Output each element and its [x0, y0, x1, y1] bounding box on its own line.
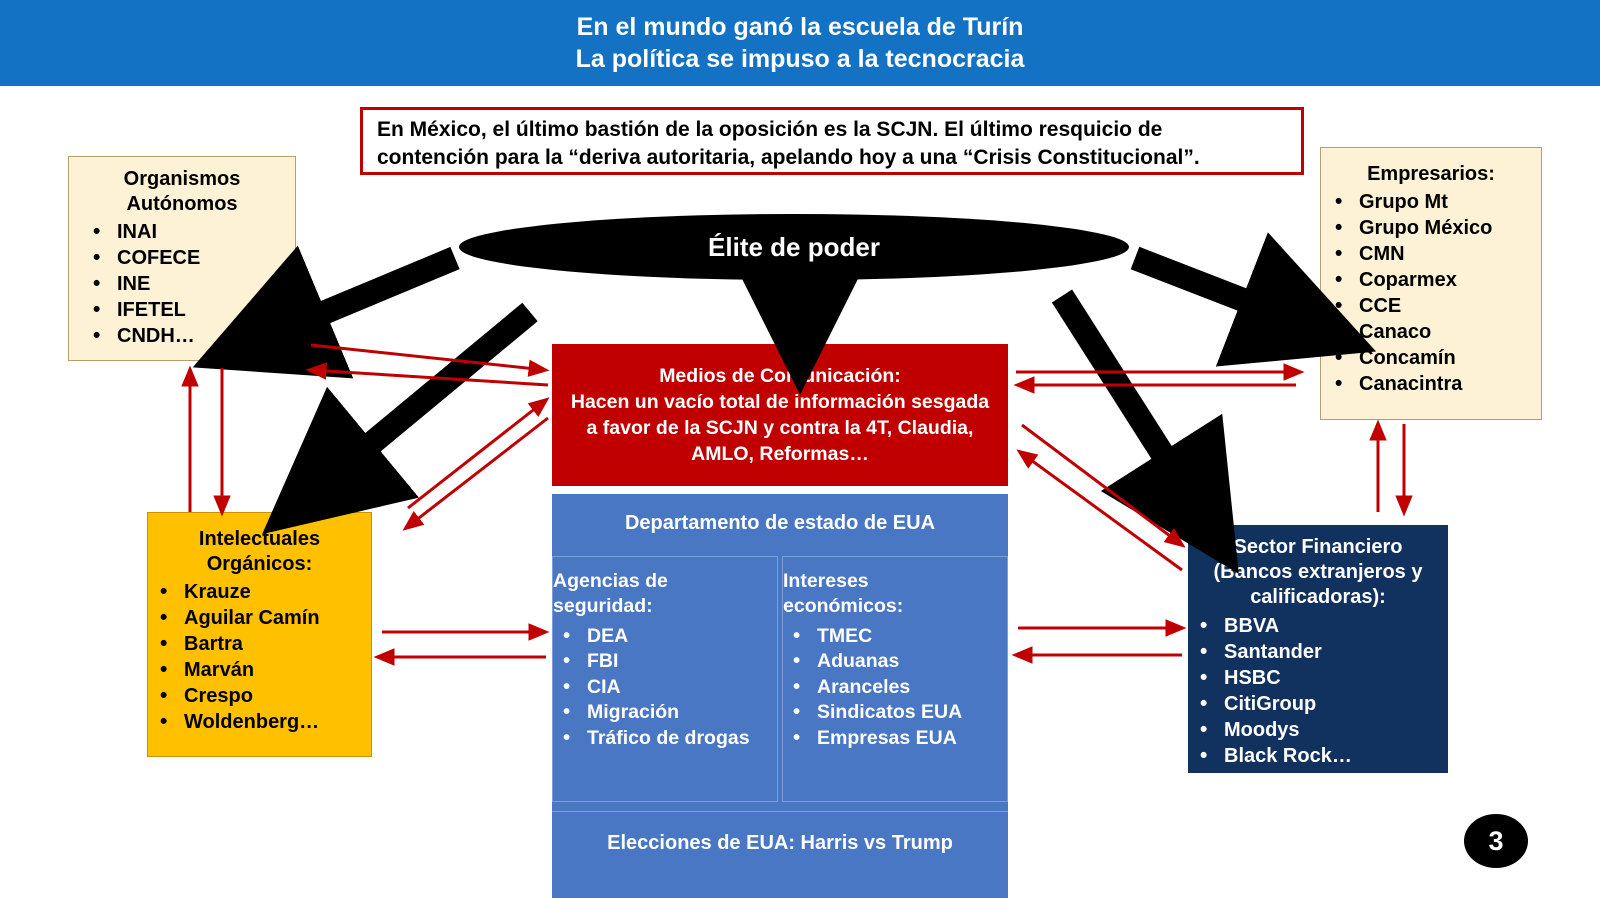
list-item: • CIA	[557, 675, 777, 700]
intereses-economicos-column	[782, 556, 1008, 802]
list-item: • IFETEL	[87, 297, 295, 323]
list-item: • TMEC	[787, 624, 1007, 649]
medios-line4: AMLO, Reformas…	[691, 443, 869, 466]
list-item: • Migración	[557, 700, 777, 725]
list-item: • Krauze	[154, 579, 371, 605]
list-item: • Black Rock…	[1194, 743, 1448, 769]
intelectuales-title-line2: Orgánicos:	[206, 553, 313, 576]
elite-de-poder-node	[459, 214, 1129, 280]
intelectuales-list	[148, 579, 371, 735]
intereses-list	[783, 624, 1007, 751]
context-note-box	[360, 107, 1304, 175]
financiero-title-line1: Sector Financiero	[1233, 536, 1403, 558]
header-title-line2: La política se impuso a la tecnocracia	[575, 45, 1025, 73]
list-item: • Concamín	[1329, 345, 1541, 371]
empresarios-title: Empresarios:	[1367, 163, 1495, 185]
list-item: • Moodys	[1194, 717, 1448, 743]
list-item: • INE	[87, 271, 295, 297]
organismos-list	[69, 219, 295, 349]
medios-line1: Medios de Comunicación:	[659, 364, 901, 387]
arrow-elite-to-intelectuales	[325, 312, 530, 482]
arrow-medios-to-financiero	[1022, 425, 1182, 545]
arrow-intelectuales-to-medios	[408, 400, 546, 508]
list-item: • BBVA	[1194, 613, 1448, 639]
slide-header-banner	[0, 0, 1600, 86]
sector-financiero-box	[1188, 525, 1448, 773]
departamento-estado-eua-panel	[552, 494, 1008, 898]
header-title-line1: En el mundo ganó la escuela de Turín	[576, 13, 1024, 41]
list-item: • Aduanas	[787, 649, 1007, 674]
arrow-financiero-to-medios	[1020, 452, 1182, 570]
list-item: • Marván	[154, 657, 371, 683]
list-item: • Canaco	[1329, 319, 1541, 345]
arrow-organismos-to-medios	[311, 345, 545, 370]
list-item: • Bartra	[154, 631, 371, 657]
arrow-medios-to-organismos	[310, 370, 548, 385]
list-item: • CNDH…	[87, 323, 295, 349]
elite-de-poder-label: Élite de poder	[708, 231, 880, 262]
intereses-title-line2: económicos:	[783, 594, 904, 617]
elecciones-eua-footer: Elecciones de EUA: Harris vs Trump	[552, 811, 1008, 874]
context-note-line1: En México, el último bastión de la oposición es la SCJN. El último resquicio de	[377, 118, 1163, 141]
intelectuales-title-line1: Intelectuales	[198, 528, 321, 550]
list-item: • Coparmex	[1329, 267, 1541, 293]
arrow-medios-to-intelectuales	[406, 418, 548, 528]
list-item: • CCE	[1329, 293, 1541, 319]
list-item: • Tráfico de drogas	[557, 726, 777, 751]
empresarios-list	[1321, 189, 1541, 397]
list-item: • CMN	[1329, 241, 1541, 267]
list-item: • Empresas EUA	[787, 726, 1007, 751]
list-item: • INAI	[87, 219, 295, 245]
list-item: • Aguilar Camín	[154, 605, 371, 631]
agencias-title-line1: Agencias de	[553, 570, 668, 592]
medios-line2: Hacen un vacío total de información sesgada	[570, 390, 990, 413]
agencias-list	[553, 624, 777, 751]
financiero-title-line3: calificadoras):	[1250, 586, 1386, 609]
medios-line3: a favor de la SCJN y contra la 4T, Claudia,	[586, 417, 974, 439]
agencias-de-seguridad-column	[552, 556, 778, 802]
list-item: • Crespo	[154, 683, 371, 709]
intelectuales-organicos-box	[147, 512, 372, 757]
slide-number-badge: 3	[1464, 814, 1528, 868]
intereses-title-line1: Intereses	[783, 570, 869, 592]
empresarios-box	[1320, 147, 1542, 420]
list-item: • Aranceles	[787, 675, 1007, 700]
list-item: • Woldenberg…	[154, 709, 371, 735]
arrow-elite-to-organismos	[268, 258, 455, 336]
financiero-title-line2: (Bancos extranjeros y	[1213, 561, 1423, 584]
context-note-line2: contención para la “deriva autoritaria, apelando hoy a una “Crisis Constitucional”.	[377, 145, 1200, 169]
list-item: • COFECE	[87, 245, 295, 271]
organismos-title-line2: Autónomos	[126, 193, 238, 216]
arrow-elite-to-empresarios	[1135, 258, 1300, 322]
arrow-elite-to-financiero	[1062, 296, 1195, 505]
list-item: • HSBC	[1194, 665, 1448, 691]
list-item: • Sindicatos EUA	[787, 700, 1007, 725]
medios-de-comunicacion-box	[552, 344, 1008, 486]
financiero-list	[1188, 613, 1448, 769]
list-item: • Santander	[1194, 639, 1448, 665]
list-item: • DEA	[557, 624, 777, 649]
organismos-autonomos-box	[68, 156, 296, 361]
list-item: • Grupo Mt	[1329, 189, 1541, 215]
agencias-title-line2: seguridad:	[553, 594, 653, 617]
list-item: • CitiGroup	[1194, 691, 1448, 717]
list-item: • Grupo México	[1329, 215, 1541, 241]
list-item: • FBI	[557, 649, 777, 674]
eua-panel-header: Departamento de estado de EUA	[624, 511, 936, 534]
list-item: • Canacintra	[1329, 371, 1541, 397]
organismos-title-line1: Organismos	[123, 168, 241, 190]
